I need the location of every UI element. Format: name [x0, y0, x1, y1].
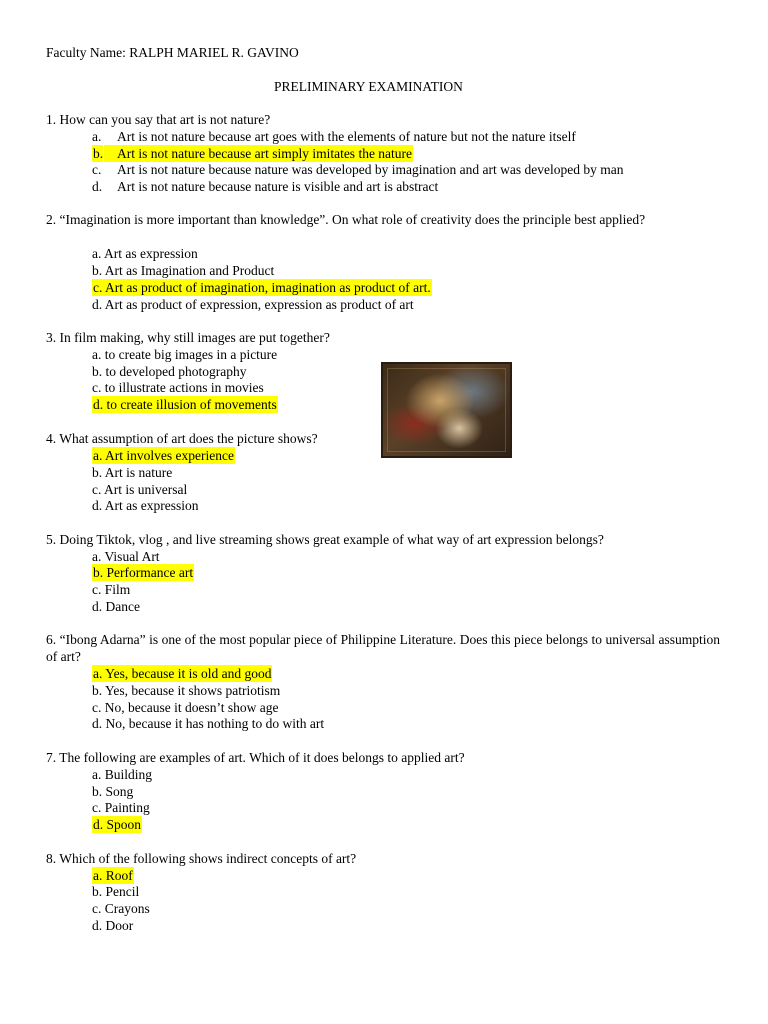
option-letter: d. [92, 179, 103, 194]
option: b. Art as Imagination and Product [92, 263, 275, 278]
page-title: PRELIMINARY EXAMINATION [274, 79, 463, 94]
question-text: 8. Which of the following shows indirect concepts of art? [46, 851, 357, 866]
option: c. Art is universal [92, 482, 188, 497]
option: d. Art as product of expression, expression as product of art [92, 297, 414, 312]
option: a. to create big images in a picture [92, 347, 278, 362]
question-text: 7. The following are examples of art. Which of it does belongs to applied art? [46, 750, 465, 765]
question-text: 5. Doing Tiktok, vlog , and live streaming shows great example of what way of art expression belongs? [46, 532, 604, 547]
option: d. Dance [92, 599, 140, 614]
question-text: 4. What assumption of art does the picture shows? [46, 431, 318, 446]
option-highlighted: a. Art involves experience [93, 448, 234, 463]
option: c. No, because it doesn’t show age [92, 700, 279, 715]
option: b. Yes, because it shows patriotism [92, 683, 281, 698]
option: b. to developed photography [92, 364, 247, 379]
faculty-name: Faculty Name: RALPH MARIEL R. GAVINO [46, 45, 299, 60]
option-letter-highlighted: b. [93, 146, 104, 161]
option: a. Visual Art [92, 549, 160, 564]
question-text: 6. “Ibong Adarna” is one of the most popular piece of Philippine Literature. Does this piece belongs to universal assumption of art? [46, 632, 720, 664]
question-text: 1. How can you say that art is not nature? [46, 112, 271, 127]
option: c. Film [92, 582, 131, 597]
option-letter: a. [92, 129, 102, 144]
highlight-gap [104, 145, 114, 162]
option: a. Art as expression [92, 246, 198, 261]
option-highlighted: c. Art as product of imagination, imagination as product of art. [93, 280, 431, 295]
option: d. Door [92, 918, 134, 933]
option: d. No, because it has nothing to do with art [92, 716, 325, 731]
option: c. Crayons [92, 901, 150, 916]
question-text: 2. “Imagination is more important than knowledge”. On what role of creativity does the principle best applied? [46, 212, 646, 227]
option: d. Art as expression [92, 498, 199, 513]
option: a. Building [92, 767, 152, 782]
option-highlighted: d. to create illusion of movements [93, 397, 277, 412]
painting-image [381, 362, 512, 458]
option-text-highlighted: Art is not nature because art simply imitates the nature [114, 145, 413, 162]
option-letter: c. [92, 162, 102, 177]
option-text: Art is not nature because nature is visible and art is abstract [117, 179, 439, 194]
option-highlighted: d. Spoon [93, 817, 142, 832]
option: c. Painting [92, 800, 150, 815]
question-text: 3. In film making, why still images are put together? [46, 330, 330, 345]
option-text: Art is not nature because art goes with the elements of nature but not the nature itself [117, 129, 576, 144]
option: c. to illustrate actions in movies [92, 380, 264, 395]
option-highlighted: b. Performance art [93, 565, 194, 580]
option-highlighted: a. Yes, because it is old and good [93, 666, 272, 681]
option: b. Pencil [92, 884, 140, 899]
option-text: Art is not nature because nature was developed by imagination and art was developed by man [117, 162, 624, 177]
option: b. Art is nature [92, 465, 173, 480]
option: b. Song [92, 784, 134, 799]
option-highlighted: a. Roof [93, 868, 133, 883]
